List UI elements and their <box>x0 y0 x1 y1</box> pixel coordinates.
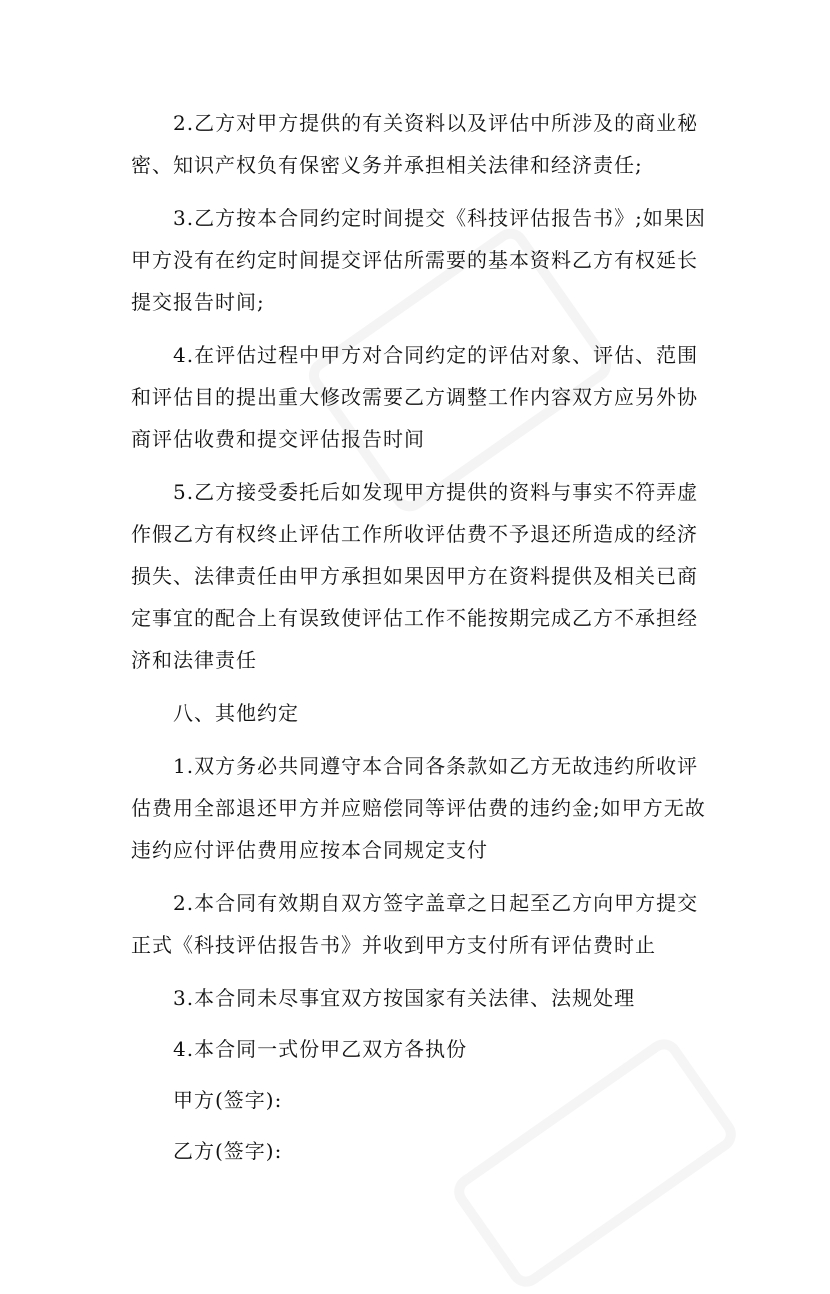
clause-5-termination: 5.乙方接受委托后如发现甲方提供的资料与事实不符弄虚作假乙方有权终止评估工作所收评估费不予退还所造成的经济损失、法律责任由甲方承担如果因甲方在资料提供及相关已商定事宜的配合上有误致使评估工作不能按期完成乙方不承担经济和法律责任 <box>131 480 699 672</box>
other-term-1-compliance: 1.双方务必共同遵守本合同各条款如乙方无故违约所收评估费用全部退还甲方并应赔偿同等评估费的违约金;如甲方无故违约应付评估费用应按本合同规定支付 <box>131 754 706 862</box>
paragraph-gap <box>0 871 830 882</box>
other-term-3-unresolved-matters: 3.本合同未尽事宜双方按国家有关法律、法规处理 <box>173 986 636 1010</box>
other-term-2-validity: 2.本合同有效期自双方签字盖章之日起至乙方向甲方提交正式《科技评估报告书》并收到甲方支付所有评估费时止 <box>131 891 699 957</box>
other-term-4-copies: 4.本合同一式份甲乙双方各执份 <box>173 1037 468 1061</box>
paragraph-gap <box>0 1019 830 1028</box>
paragraph-gap <box>0 186 830 197</box>
party-a-signature: 甲方(签字): <box>173 1088 283 1112</box>
paragraph-gap <box>0 1121 830 1130</box>
paragraph-gap <box>0 460 830 471</box>
clause-4-scope-change: 4.在评估过程中甲方对合同约定的评估对象、评估、范围和评估目的提出重大修改需要乙方调整工作内容双方应另外协商评估收费和提交评估报告时间 <box>131 343 699 451</box>
paragraph-gap <box>0 323 830 334</box>
paragraph-gap <box>0 966 830 977</box>
paragraph-gap <box>0 1070 830 1079</box>
document-body <box>0 102 830 1172</box>
party-b-signature: 乙方(签字): <box>173 1139 283 1163</box>
clause-3-report-submission: 3.乙方按本合同约定时间提交《科技评估报告书》;如果因甲方没有在约定时间提交评估所需要的基本资料乙方有权延长提交报告时间; <box>131 206 706 314</box>
paragraph-gap <box>0 734 830 745</box>
paragraph-gap <box>0 681 830 692</box>
clause-2-confidentiality: 2.乙方对甲方提供的有关资料以及评估中所涉及的商业秘密、知识产权负有保密义务并承担相关法律和经济责任; <box>131 111 699 177</box>
section-heading-other-terms: 八、其他约定 <box>173 701 299 725</box>
